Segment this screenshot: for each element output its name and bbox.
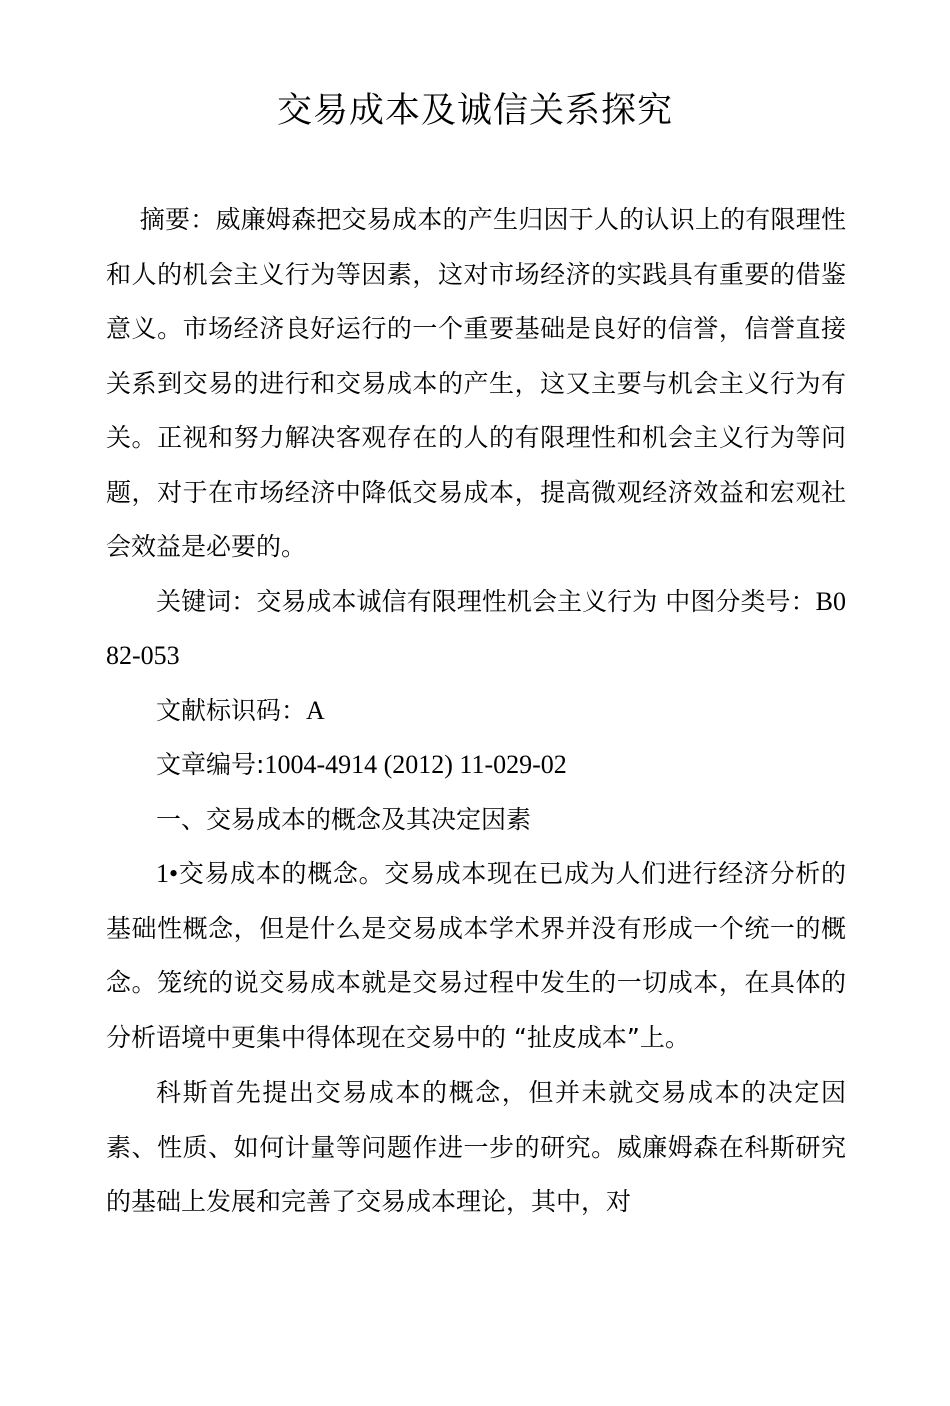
article-number-label: 文章编号: bbox=[156, 750, 265, 779]
class-code: B082-053 bbox=[106, 586, 846, 670]
document-body bbox=[106, 193, 846, 1230]
point-1-paragraph bbox=[106, 847, 846, 1065]
doc-code-label: 文献标识码： bbox=[156, 695, 307, 725]
article-number-value: 1004-4914 (2012) 11-029-02 bbox=[264, 750, 567, 779]
body-paragraph-2: 科斯首先提出交易成本的概念，但并未就交易成本的决定因素、性质、如何计量等问题作进一步的研究。威廉姆森在科斯研究的基础上发展和完善了交易成本理论，其中，对 bbox=[106, 1078, 846, 1216]
point-1-number: 1• bbox=[156, 859, 179, 888]
doc-code-line bbox=[106, 684, 846, 739]
keywords-paragraph bbox=[106, 575, 846, 684]
point-1-text: 交易成本的概念。交易成本现在已成为人们进行经济分析的基础性概念，但是什么是交易成本学术界并没有形成一个统一的概念。笼统的说交易成本就是交易过程中发生的一切成本，在具体的分析语境中更集中得体现在交易中的 “扯皮成本”上。 bbox=[106, 859, 846, 1052]
document-title: 交易成本及诚信关系探究 bbox=[276, 91, 673, 131]
abstract-paragraph: 摘要：威廉姆森把交易成本的产生归因于人的认识上的有限理性和人的机会主义行为等因素，这对市场经济的实践具有重要的借鉴意义。市场经济良好运行的一个重要基础是良好的信誉，信誉直接关系到交易的进行和交易成本的产生，这又主要与机会主义行为有关。正视和努力解决客观存在的人的有限理性和机会主义行为等问题，对于在市场经济中降低交易成本，提高微观经济效益和宏观社会效益是必要的。 bbox=[106, 205, 846, 561]
doc-code-value: A bbox=[306, 695, 325, 725]
keywords-text: 关键词：交易成本诚信有限理性机会主义行为 中图分类号： bbox=[156, 586, 816, 616]
article-number-line bbox=[106, 738, 846, 793]
section-heading: 一、交易成本的概念及其决定因素 bbox=[156, 804, 532, 834]
